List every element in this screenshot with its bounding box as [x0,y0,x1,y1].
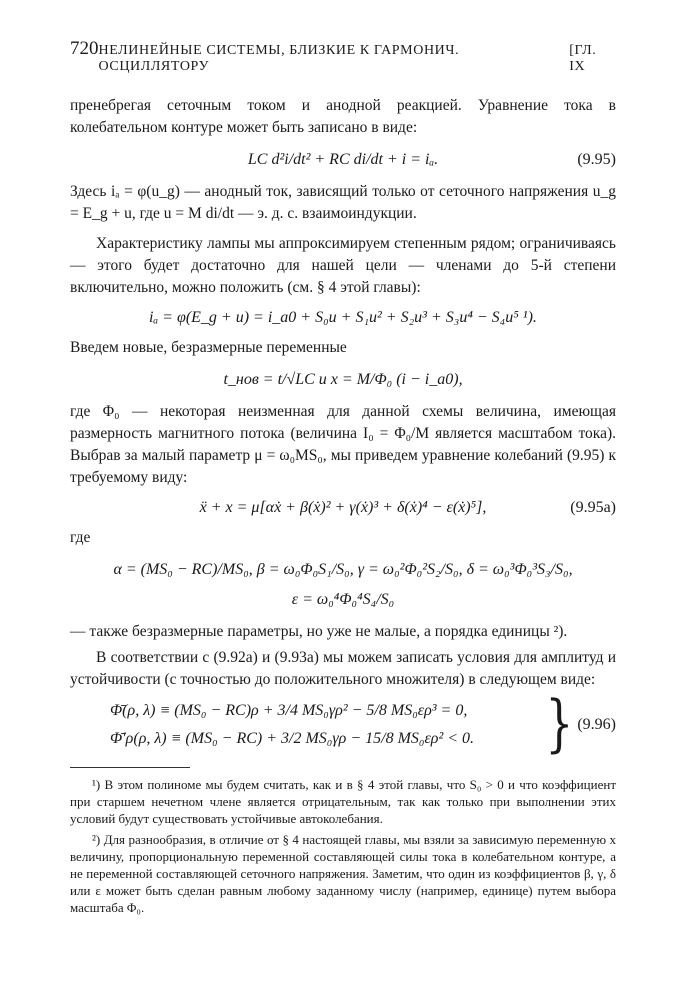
paragraph-8: В соответствии с (9.92а) и (9.93а) мы можем записать условия для амплитуд и устойчивости (с точностью до положительного множителя) в следующем виде: [70,649,616,688]
book-page [70,38,616,916]
paragraph-2: Здесь iₐ = φ(u_g) — анодный ток, зависящий только от сеточного напряжения u_g = E_g + u, где u = M di/dt — э. д. с. взаимоиндукции. [70,183,616,222]
equation-9-95a-number: (9.95а) [570,499,616,516]
paragraph-4: Введем новые, безразмерные переменные [70,339,347,356]
paragraph-3: Характеристику лампы мы аппроксимируем степенным рядом; ограничиваясь — этого будет достаточно для нашей цели — членами до 5-й степени включительно, можно положить (см. § 4 этой главы): [70,235,616,296]
footnote-divider [70,767,190,768]
equation-system-number: (9.96) [577,716,616,733]
paragraph-6: где [70,529,91,546]
running-header [70,38,616,75]
equation-parameters-line-2: ε = ω₀⁴Φ₀⁴S₄/S₀ [291,591,395,608]
equation-9-95a [70,495,616,521]
equation-parameters-line-1: α = (MS₀ − RC)/MS₀, β = ω₀Φ₀S₁/S₀, γ = ω₀²Φ₀²S₂/S₀, δ = ω₀³Φ₀³S₃/S₀, [113,561,573,578]
equation-anode-series [70,305,616,331]
equation-system-line-1: Φ̄(ρ, λ) ≡ (MS₀ − RC)ρ + 3/4 MS₀γρ² − 5/8 MS₀ερ³ = 0, [110,702,468,719]
footnote-2: ²) Для разнообразия, в отличие от § 4 настоящей главы, мы взяли за зависимую переменную x величину, пропорциональную переменной составляющей силы тока в колебательном контуре, а не переменной составляющей сеточного напряжения. Заметим, что один из коэффициентов β, γ, δ или ε может быть сделан равным любому заданному числу (например, единице) путем выбора масштаба Φ₀. [70,832,616,915]
equation-9-95 [70,145,616,175]
footnote-1: ¹) В этом полиноме мы будем считать, как и в § 4 этой главы, что S₀ > 0 и что коэффициент при старшем нечетном члене является отрицательным, так как только при выполнении этих условий будут существовать устойчивые автоколебания. [70,777,616,826]
running-title: НЕЛИНЕЙНЫЕ СИСТЕМЫ, БЛИЗКИЕ К ГАРМОНИЧ. ОСЦИЛЛЯТОРУ [98,43,460,74]
equation-anode-series-body: iₐ = φ(E_g + u) = i_a0 + S₀u + S₁u² + S₂u³ + S₃u⁴ − S₄u⁵ ¹). [149,309,537,326]
equation-parameters [70,555,616,615]
equation-9-95a-body: ẍ + x = μ[αẋ + β(ẋ)² + γ(ẋ)³ + δ(ẋ)⁴ − ε(ẋ)⁵], [199,499,487,516]
equation-9-95-body: LC d²i/dt² + RC di/dt + i = iₐ. [247,151,439,168]
paragraph-5: где Φ₀ — некоторая неизменная для данной схемы величина, имеющая размерность магнитного потока (величина I₀ = Φ₀/M является масштабом тока). Выбрав за малый параметр μ = ω₀MS₀, мы приведем уравнение колебаний (9.95) к требуемому виду: [70,403,616,486]
paragraph-7: — также безразмерные параметры, но уже не малые, а порядка единицы ²). [70,623,568,640]
page-number: 720 [70,38,99,59]
equation-system-9-96 [70,688,616,760]
equation-system-line-2: Φ̄′ρ(ρ, λ) ≡ (MS₀ − RC) + 3/2 MS₀γρ − 15/8 MS₀ερ² < 0. [110,730,475,747]
right-brace-icon: } [545,688,574,760]
equation-system-lines [70,697,545,753]
equation-9-95-number: (9.95) [577,151,616,168]
chapter-label: [ГЛ. IX [569,43,597,74]
equation-new-variables [70,365,616,395]
paragraph-1: пренебрегая сеточным током и анодной реакцией. Уравнение тока в колебательном контуре может быть записано в виде: [70,97,616,136]
equation-new-variables-body: t_нов = t/√LC и x = M/Φ₀ (i − i_a0), [223,371,463,388]
